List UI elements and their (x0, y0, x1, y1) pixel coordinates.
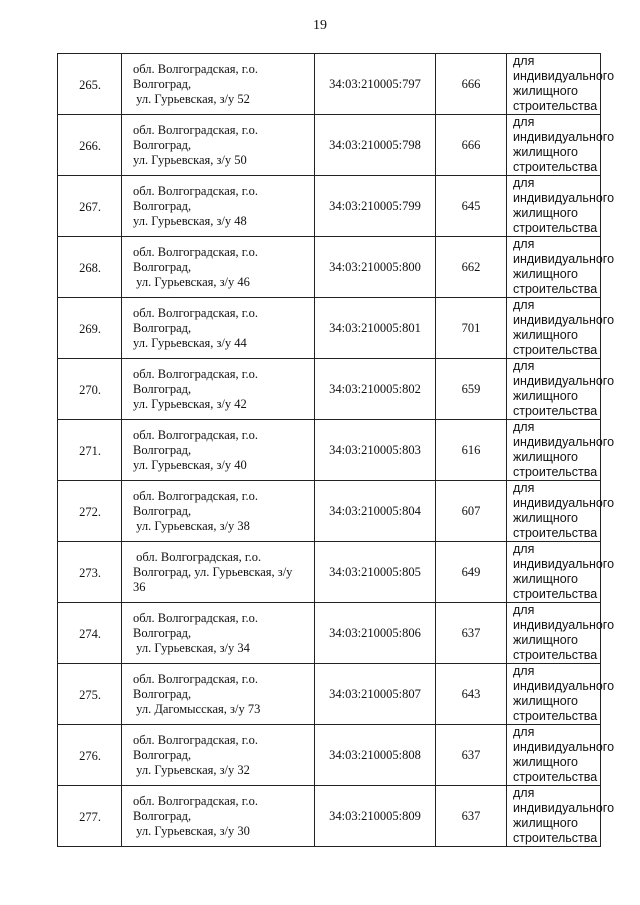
address-line: ул. Гурьевская, з/у 52 (133, 91, 250, 106)
permitted-use-line: жилищного (513, 206, 578, 220)
permitted-use-line: строительства (513, 465, 598, 479)
permitted-use-cell (507, 725, 615, 786)
address-cell (122, 298, 315, 359)
permitted-use-line: строительства (513, 221, 598, 235)
table-row (58, 664, 601, 725)
address-line: ул. Гурьевская, з/у 50 (133, 152, 247, 167)
address-line: обл. Волгоградская, г.о. (133, 549, 262, 564)
row-number-cell (58, 725, 122, 786)
address-line: Волгоград, (133, 381, 192, 396)
permitted-use-line: индивидуального (513, 374, 615, 388)
table-row (58, 359, 601, 420)
address-line: обл. Волгоградская, г.о. (133, 183, 258, 198)
area-value: 701 (436, 298, 507, 359)
cadastral-number: 34:03:210005:806 (315, 603, 436, 664)
permitted-use-line: жилищного (513, 450, 578, 464)
table-row (58, 237, 601, 298)
permitted-use-line: строительства (513, 770, 598, 784)
address-line: обл. Волгоградская, г.о. (133, 793, 258, 808)
permitted-use-line: жилищного (513, 694, 578, 708)
address-cell (122, 115, 315, 176)
address-line: обл. Волгоградская, г.о. (133, 671, 258, 686)
permitted-use-line: жилищного (513, 511, 578, 525)
address-line: ул. Гурьевская, з/у 48 (133, 213, 247, 228)
row-number-cell (58, 298, 122, 359)
permitted-use-line: для (513, 54, 535, 68)
permitted-use-line: жилищного (513, 267, 578, 281)
address-line: ул. Гурьевская, з/у 44 (133, 335, 247, 350)
permitted-use-line: строительства (513, 587, 598, 601)
land-parcels-table (57, 53, 615, 847)
permitted-use-line: строительства (513, 343, 598, 357)
address-line: ул. Дагомысская, з/у 73 (133, 701, 261, 716)
address-line: 36 (133, 579, 146, 594)
table-row (58, 420, 601, 481)
table-row (58, 542, 601, 603)
table-row (58, 54, 601, 115)
address-cell (122, 420, 315, 481)
permitted-use-line: жилищного (513, 755, 578, 769)
row-number-cell (58, 481, 122, 542)
cadastral-number: 34:03:210005:809 (315, 786, 436, 847)
area-value: 607 (436, 481, 507, 542)
address-line: Волгоград, (133, 625, 192, 640)
permitted-use-cell (507, 237, 615, 298)
area-value: 649 (436, 542, 507, 603)
address-cell (122, 237, 315, 298)
row-number-cell (58, 237, 122, 298)
address-line: обл. Волгоградская, г.о. (133, 488, 258, 503)
address-line: ул. Гурьевская, з/у 38 (133, 518, 250, 533)
address-line: Волгоград, (133, 747, 192, 762)
permitted-use-line: жилищного (513, 389, 578, 403)
area-value: 637 (436, 603, 507, 664)
address-line: Волгоград, (133, 686, 192, 701)
permitted-use-line: индивидуального (513, 496, 615, 510)
permitted-use-line: жилищного (513, 816, 578, 830)
address-line: Волгоград, (133, 808, 192, 823)
address-line: обл. Волгоградская, г.о. (133, 122, 258, 137)
address-line: обл. Волгоградская, г.о. (133, 305, 258, 320)
address-cell (122, 664, 315, 725)
permitted-use-line: индивидуального (513, 679, 615, 693)
permitted-use-line: для (513, 359, 535, 373)
row-number: 277. (79, 809, 101, 824)
cadastral-number: 34:03:210005:799 (315, 176, 436, 237)
table-row (58, 481, 601, 542)
cadastral-number: 34:03:210005:808 (315, 725, 436, 786)
permitted-use-cell (507, 481, 615, 542)
permitted-use-line: для (513, 725, 535, 739)
area-value: 645 (436, 176, 507, 237)
permitted-use-line: индивидуального (513, 740, 615, 754)
permitted-use-cell (507, 115, 615, 176)
area-value: 643 (436, 664, 507, 725)
row-number-cell (58, 786, 122, 847)
permitted-use-line: строительства (513, 709, 598, 723)
permitted-use-line: для (513, 237, 535, 251)
permitted-use-cell (507, 420, 615, 481)
permitted-use-line: индивидуального (513, 801, 615, 815)
table-body (58, 54, 615, 847)
row-number-cell (58, 542, 122, 603)
permitted-use-line: индивидуального (513, 618, 615, 632)
permitted-use-line: строительства (513, 160, 598, 174)
permitted-use-line: индивидуального (513, 252, 615, 266)
permitted-use-line: для (513, 420, 535, 434)
permitted-use-line: для (513, 115, 535, 129)
permitted-use-line: для (513, 176, 535, 190)
permitted-use-cell (507, 298, 615, 359)
table-row (58, 725, 601, 786)
permitted-use-line: индивидуального (513, 313, 615, 327)
address-cell (122, 359, 315, 420)
address-line: обл. Волгоградская, г.о. (133, 61, 258, 76)
address-line: обл. Волгоградская, г.о. (133, 732, 258, 747)
address-cell (122, 542, 315, 603)
permitted-use-line: для (513, 542, 535, 556)
cadastral-number: 34:03:210005:798 (315, 115, 436, 176)
address-line: ул. Гурьевская, з/у 42 (133, 396, 247, 411)
row-number: 269. (79, 321, 101, 336)
address-line: обл. Волгоградская, г.о. (133, 244, 258, 259)
permitted-use-line: для (513, 664, 535, 678)
address-cell (122, 725, 315, 786)
cadastral-number: 34:03:210005:805 (315, 542, 436, 603)
row-number: 276. (79, 748, 101, 763)
address-line: Волгоград, (133, 137, 192, 152)
area-value: 659 (436, 359, 507, 420)
permitted-use-line: индивидуального (513, 557, 615, 571)
row-number: 266. (79, 138, 101, 153)
address-line: обл. Волгоградская, г.о. (133, 427, 258, 442)
row-number-cell (58, 54, 122, 115)
page-number: 19 (313, 18, 327, 33)
permitted-use-cell (507, 542, 615, 603)
permitted-use-line: строительства (513, 282, 598, 296)
permitted-use-line: строительства (513, 99, 598, 113)
permitted-use-line: жилищного (513, 633, 578, 647)
table-row (58, 115, 601, 176)
area-value: 637 (436, 786, 507, 847)
row-number: 265. (79, 77, 101, 92)
row-number: 271. (79, 443, 101, 458)
area-value: 666 (436, 54, 507, 115)
cadastral-number: 34:03:210005:801 (315, 298, 436, 359)
cadastral-number: 34:03:210005:802 (315, 359, 436, 420)
permitted-use-line: индивидуального (513, 435, 615, 449)
permitted-use-line: для (513, 603, 535, 617)
row-number-cell (58, 359, 122, 420)
permitted-use-line: индивидуального (513, 69, 615, 83)
row-number-cell (58, 176, 122, 237)
row-number-cell (58, 603, 122, 664)
table-row (58, 786, 601, 847)
cadastral-number: 34:03:210005:800 (315, 237, 436, 298)
cadastral-number: 34:03:210005:807 (315, 664, 436, 725)
address-line: Волгоград, (133, 198, 192, 213)
table-row (58, 603, 601, 664)
permitted-use-line: жилищного (513, 328, 578, 342)
permitted-use-line: индивидуального (513, 130, 615, 144)
address-cell (122, 54, 315, 115)
address-cell (122, 481, 315, 542)
permitted-use-cell (507, 359, 615, 420)
row-number-cell (58, 115, 122, 176)
table-row (58, 298, 601, 359)
permitted-use-line: индивидуального (513, 191, 615, 205)
row-number: 275. (79, 687, 101, 702)
cadastral-number: 34:03:210005:804 (315, 481, 436, 542)
address-line: ул. Гурьевская, з/у 46 (133, 274, 250, 289)
area-value: 616 (436, 420, 507, 481)
row-number: 267. (79, 199, 101, 214)
area-value: 637 (436, 725, 507, 786)
permitted-use-cell (507, 176, 615, 237)
cadastral-number: 34:03:210005:797 (315, 54, 436, 115)
address-line: ул. Гурьевская, з/у 34 (133, 640, 250, 655)
address-line: Волгоград, (133, 503, 192, 518)
permitted-use-cell (507, 664, 615, 725)
permitted-use-line: строительства (513, 648, 598, 662)
permitted-use-line: для (513, 786, 535, 800)
permitted-use-line: для (513, 298, 535, 312)
row-number-cell (58, 420, 122, 481)
row-number-cell (58, 664, 122, 725)
row-number: 273. (79, 565, 101, 580)
address-line: Волгоград, (133, 320, 192, 335)
address-line: обл. Волгоградская, г.о. (133, 366, 258, 381)
address-line: ул. Гурьевская, з/у 32 (133, 762, 250, 777)
permitted-use-line: для (513, 481, 535, 495)
address-line: обл. Волгоградская, г.о. (133, 610, 258, 625)
address-line: ул. Гурьевская, з/у 40 (133, 457, 247, 472)
row-number: 274. (79, 626, 101, 641)
row-number: 268. (79, 260, 101, 275)
area-value: 666 (436, 115, 507, 176)
address-line: Волгоград, ул. Гурьевская, з/у (133, 564, 293, 579)
address-line: Волгоград, (133, 76, 192, 91)
permitted-use-cell (507, 786, 615, 847)
address-line: Волгоград, (133, 259, 192, 274)
permitted-use-line: жилищного (513, 572, 578, 586)
row-number: 272. (79, 504, 101, 519)
address-cell (122, 603, 315, 664)
permitted-use-cell (507, 603, 615, 664)
address-cell (122, 786, 315, 847)
address-line: Волгоград, (133, 442, 192, 457)
row-number: 270. (79, 382, 101, 397)
cadastral-number: 34:03:210005:803 (315, 420, 436, 481)
address-cell (122, 176, 315, 237)
table-row (58, 176, 601, 237)
address-line: ул. Гурьевская, з/у 30 (133, 823, 250, 838)
permitted-use-cell (507, 54, 615, 115)
permitted-use-line: строительства (513, 404, 598, 418)
area-value: 662 (436, 237, 507, 298)
permitted-use-line: строительства (513, 831, 598, 845)
permitted-use-line: строительства (513, 526, 598, 540)
permitted-use-line: жилищного (513, 84, 578, 98)
permitted-use-line: жилищного (513, 145, 578, 159)
